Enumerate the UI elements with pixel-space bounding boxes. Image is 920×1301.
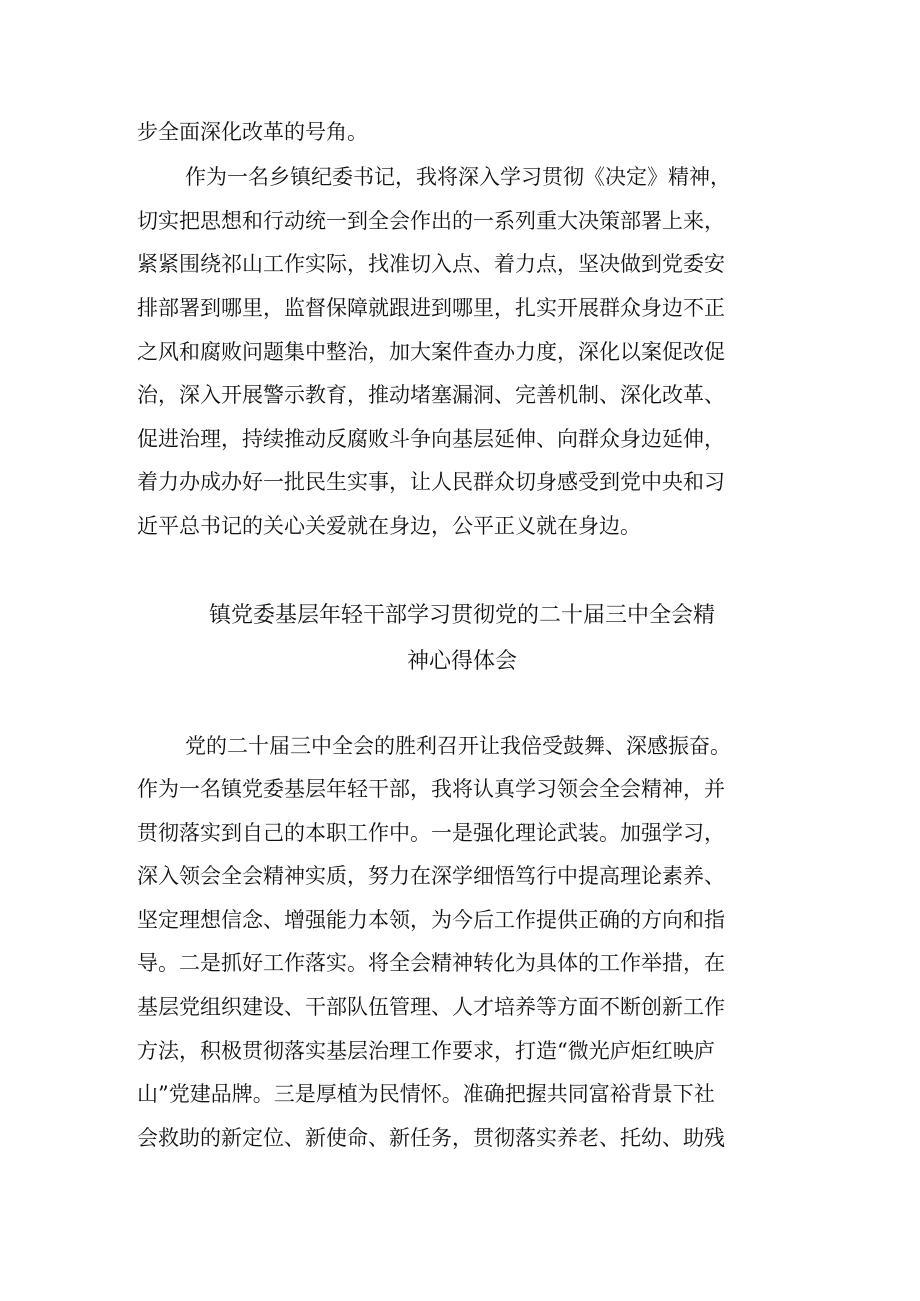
text-line: 山”党建品牌。三是厚植为民情怀。准确把握共同富裕背景下社 (137, 1082, 715, 1106)
text-line: 贯彻落实到自己的本职工作中。一是强化理论武装。加强学习， (137, 821, 725, 845)
text-line: 基层党组织建设、干部队伍管理、人才培养等方面不断创新工作 (137, 995, 725, 1019)
text-line: 步全面深化改革的号角。 (137, 120, 368, 144)
title-line: 镇党委基层年轻干部学习贯彻党的二十届三中全会精 (208, 603, 715, 628)
text-line: 着力办成办好一批民生实事，让人民群众切身感受到党中央和习 (137, 470, 725, 494)
text-line: 排部署到哪里，监督保障就跟进到哪里，扎实开展群众身边不正 (137, 296, 725, 320)
text-line: 紧紧围绕祁山工作实际，找准切入点、着力点，坚决做到党委安 (137, 252, 725, 276)
text-line: 坚定理想信念、增强能力本领，为今后工作提供正确的方向和指 (137, 908, 725, 932)
text-line: 近平总书记的关心关爱就在身边，公平正义就在身边。 (137, 514, 641, 538)
text-line: 治，深入开展警示教育，推动堵塞漏洞、完善机制、深化改革、 (137, 383, 725, 407)
text-line: 深入领会全会精神实质，努力在深学细悟笃行中提高理论素养、 (137, 864, 725, 888)
text-line: 促进治理，持续推动反腐败斗争向基层延伸、向群众身边延伸， (137, 427, 725, 451)
text-line: 作为一名镇党委基层年轻干部，我将认真学习领会全会精神，并 (137, 777, 725, 801)
text-line: 党的二十届三中全会的胜利召开让我倍受鼓舞、深感振奋。 (185, 734, 731, 758)
text-line: 方法，积极贯彻落实基层治理工作要求，打造“微光庐炬红映庐 (137, 1039, 715, 1063)
text-line: 作为一名乡镇纪委书记，我将深入学习贯彻《决定》精神， (185, 165, 731, 189)
text-line: 会救助的新定位、新使命、新任务，贯彻落实养老、托幼、助残 (137, 1126, 725, 1150)
text-line: 切实把思想和行动统一到全会作出的一系列重大决策部署上来， (137, 209, 725, 233)
text-line: 导。二是抓好工作落实。将全会精神转化为具体的工作举措，在 (137, 951, 725, 975)
title-line: 神心得体会 (406, 649, 517, 674)
text-line: 之风和腐败问题集中整治，加大案件查办力度，深化以案促改促 (137, 340, 725, 364)
